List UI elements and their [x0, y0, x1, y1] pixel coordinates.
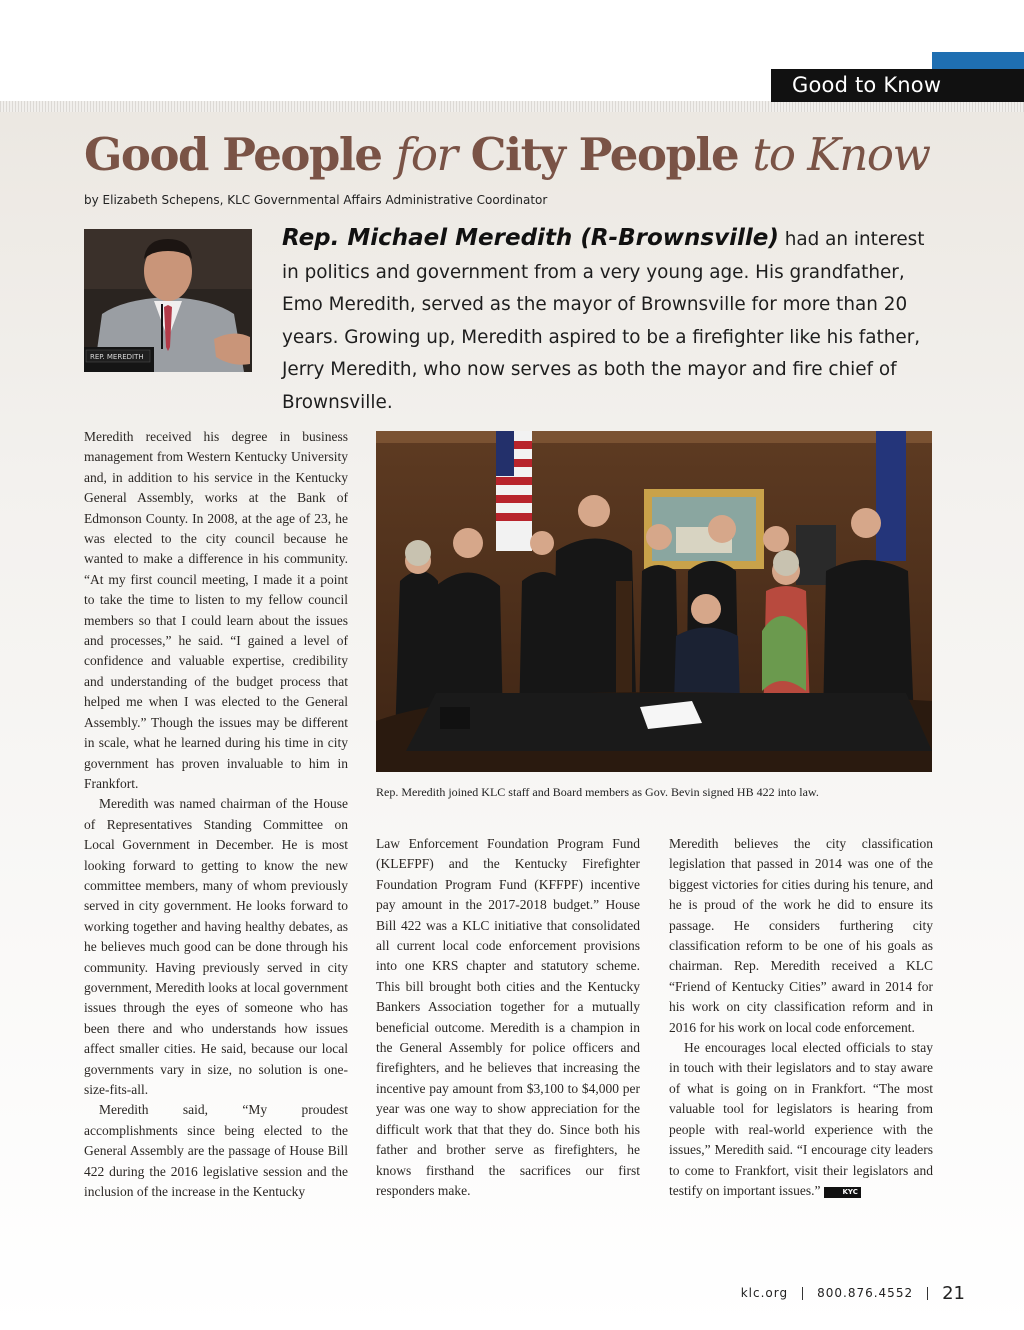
article-column-1 — [84, 427, 348, 1202]
bill-signing-illustration — [376, 431, 932, 772]
column1-paragraph-3: Meredith said, “My proudest accomplishments since being elected to the General Assembly are the passage of House Bill 422 during the 2016 legislative session and the inclusion of the increase in the Kentucky — [84, 1102, 348, 1200]
column2-paragraph-1: Law Enforcement Foundation Program Fund (KLEFPF) and the Kentucky Firefighter Foundation Program Fund (KFFPF) incentive pay amount in the 2017-2018 budget.” House Bill 422 was a KLC initiative that consolidated all current local code enforcement provisions into one KRS chapter and statutory scheme. This bill brought both cities and the Kentucky Bankers Association together for a mutually beneficial outcome. Meredith is a champion in the General Assembly for police officers and firefighters, and he believes that increasing the incentive pay amount from $3,100 to $4,000 per year was one way to show appreciation for the difficult work that that they do. Since both his father and brother serve as firefighters, he knows firsthand the sacrifices our first responders make. — [376, 836, 640, 1198]
article-column-3 — [669, 834, 933, 1201]
header-hatch-strip — [0, 101, 1024, 112]
intro-lead: Rep. Michael Meredith (R-Brownsville) — [282, 225, 779, 251]
title-part-2: for — [395, 128, 457, 181]
footer-divider — [927, 1287, 928, 1300]
photo-caption: Rep. Meredith joined KLC staff and Board members as Gov. Bevin signed HB 422 into law. — [376, 785, 819, 799]
portrait-illustration — [84, 229, 252, 372]
column3-paragraph-1: Meredith believes the city classification legislation that passed in 2014 was one of the biggest victories for cities during his tenure, and he is proud of the work he did to ensure its passage. He considers furthering city classification reform to be one of his goals as chairman. Rep. Meredith received a KLC “Friend of Kentucky Cities” award in 2014 for his work on city classification reform and in 2016 for his work on local code enforcement. — [669, 836, 933, 1035]
page-number: 21 — [942, 1282, 965, 1304]
end-mark-logo: KYC — [824, 1187, 860, 1198]
byline: by Elizabeth Schepens, KLC Governmental Affairs Administrative Coordinator — [84, 193, 548, 207]
footer-website: klc.org — [740, 1286, 789, 1300]
column3-paragraph-2-text: He encourages local elected officials to stay in touch with their legislators and to stay aware of what is going on in Frankfort. “The most valuable tool for legislators is hearing from people with real-world experience with the issues,” Meredith said. “I encourage city leaders to come to Frankfort, visit their legislators and testify on important issues.” — [669, 1040, 933, 1198]
title-part-4: to Know — [752, 128, 930, 181]
title-part-3: City People — [470, 128, 739, 181]
header-accent-tab — [932, 52, 1024, 69]
column1-paragraph-2: Meredith was named chairman of the House of Representatives Standing Committee on Local Government in December. He is most looking forward to getting to know the new committee members, many of whom previously served in city government. He looks forward to working together and having healthy debates, as he believes much good can be done through his community. Having previously served in city government, Meredith looks at local government issues through the eyes of someone who has been there and who understands how issues affect smaller cities. He said, because our local governments vary in size, no solution is one-size-fits-all. — [84, 796, 348, 1097]
column3-paragraph-2 — [669, 1038, 933, 1201]
bill-signing-photo — [376, 431, 932, 772]
footer-divider — [802, 1287, 803, 1300]
section-label: Good to Know — [771, 69, 1024, 102]
intro-text: had an interest in politics and government from a very young age. His grandfather, Emo Meredith, served as the mayor of Brownsville for more than 20 years. Growing up, Meredith aspired to be a firefighter like his father, Jerry Meredith, who now serves as both the mayor and fire chief of Brownsville. — [282, 229, 925, 413]
footer-phone: 800.876.4552 — [817, 1286, 914, 1300]
article-title — [84, 124, 930, 186]
title-part-1: Good People — [84, 128, 382, 181]
portrait-photo — [84, 229, 252, 372]
intro-paragraph — [282, 222, 932, 419]
article-column-2 — [376, 834, 640, 1201]
page-footer — [741, 1281, 965, 1305]
column1-paragraph-1: Meredith received his degree in business management from Western Kentucky University and, in addition to his service in the Kentucky General Assembly, works at the Bank of Edmonson County. In 2008, at the age of 23, he was elected to the city council because he wanted to make a difference in his community. “At my first council meeting, I made it a point to take the time to listen to my fellow council members so that I could learn about the issues and processes,” he said. “I gained a level of confidence and valuable expertise, credibility and understanding of the budget process that helped me when I was elected to the General Assembly.” Though the issues may be different in scale, what he learned during his time in city government has proven invaluable to him in Frankfort. — [84, 429, 348, 791]
portrait-nameplate: REP. MEREDITH — [90, 353, 144, 361]
